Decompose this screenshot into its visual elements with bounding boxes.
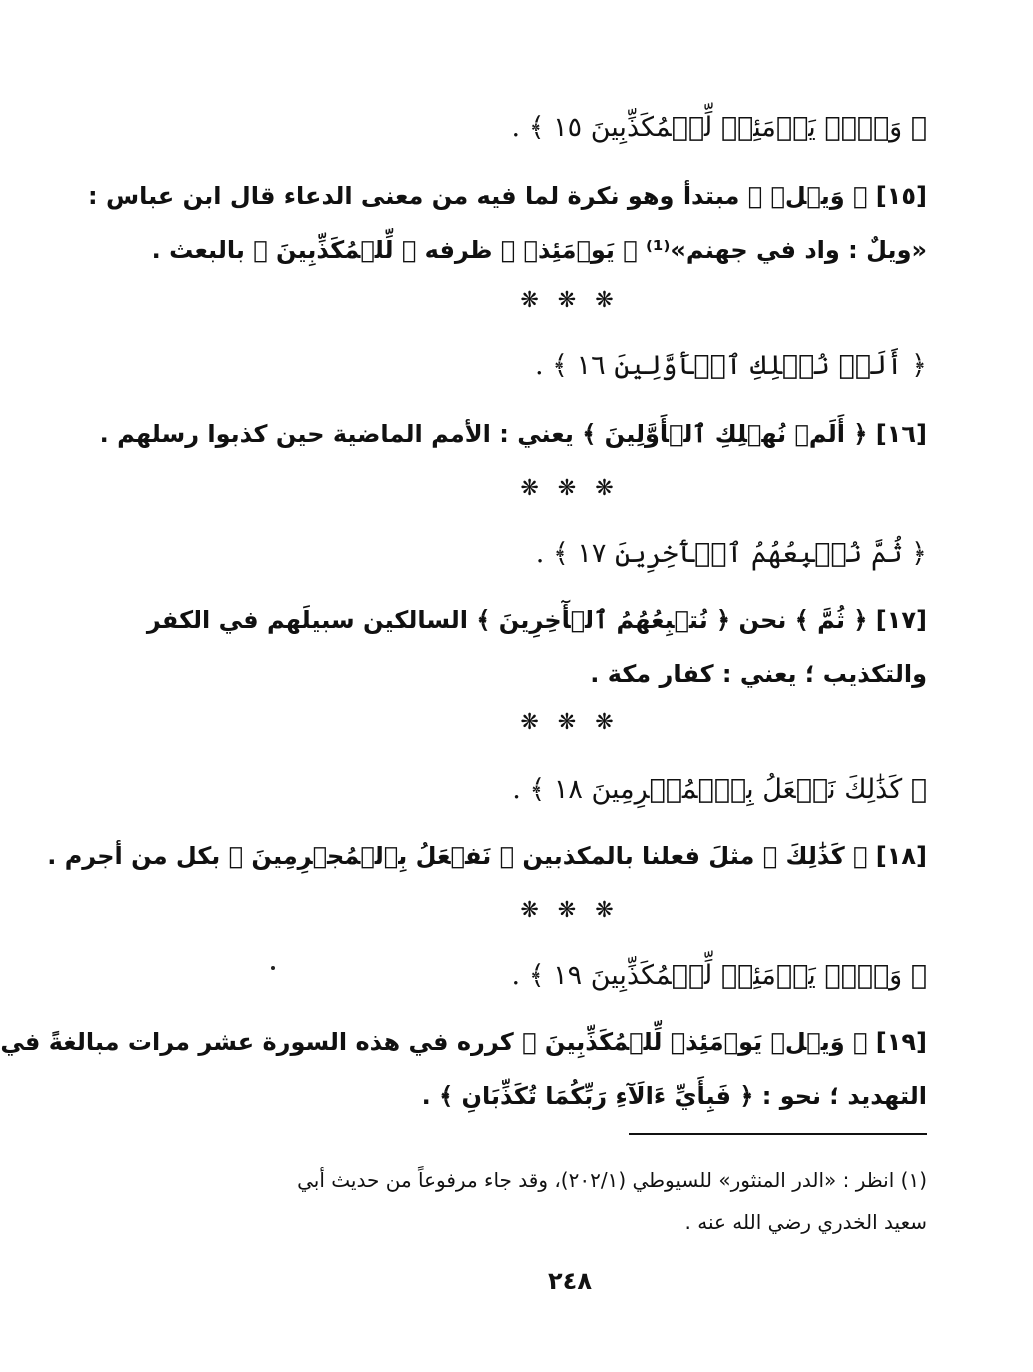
footnote-line-2: سعيد الخدري رضي الله عنه . bbox=[684, 1210, 927, 1234]
section-separator: ❋ ❋ ❋ bbox=[520, 288, 620, 313]
commentary-19-line-1: [١٩] ﴿ وَيۡلٞ يَوۡمَئِذٖ لِّلۡمُكَذِّبِينَ ﴾ كرره في هذه السورة عشر مرات مبالغةً في bbox=[0, 1028, 927, 1056]
footnote-line-1: (١) انظر : «الدر المنثور» للسيوطي (٢٠٢/١)، وقد جاء مرفوعاً من حديث أبي bbox=[297, 1168, 927, 1192]
commentary-18-line-1: [١٨] ﴿ كَذَٰلِكَ ﴾ مثلَ فعلنا بالمكذبين ﴿ نَفۡعَلُ بِٱلۡمُجۡرِمِينَ ﴾ بكل من أجرم . bbox=[47, 842, 927, 870]
commentary-19-line-2: التهديد ؛ نحو : ﴿ فَبِأَيِّ ءَالَآءِ رَبِّكُمَا تُكَذِّبَانِ ﴾ . bbox=[421, 1082, 927, 1110]
page-number: ٢٤٨ bbox=[548, 1267, 592, 1295]
footnote-divider bbox=[629, 1133, 927, 1135]
section-separator: ❋ ❋ ❋ bbox=[520, 476, 620, 501]
commentary-15-line-1: [١٥] ﴿ وَيۡلٞ ﴾ مبتدأ وهو نكرة لما فيه من معنى الدعاء قال ابن عباس : bbox=[88, 182, 927, 210]
verse-17: ﴿ ثُمَّ نُتۡبِعُهُمُ ٱلۡأٓخِرِينَ ١٧ ﴾ . bbox=[535, 538, 927, 569]
commentary-17-line-2: والتكذيب ؛ يعني : كفار مكة . bbox=[590, 660, 927, 688]
commentary-16-line-1: [١٦] ﴿ أَلَمۡ نُهۡلِكِ ٱلۡأَوَّلِينَ ﴾ يعني : الأمم الماضية حين كذبوا رسلهم . bbox=[99, 420, 927, 448]
verse-19: ﴿ وَيۡلٞ يَوۡمَئِذٖ لِّلۡمُكَذِّبِينَ ١٩ ﴾ . bbox=[511, 960, 927, 991]
verse-15: ﴿ وَيۡلٞ يَوۡمَئِذٖ لِّلۡمُكَذِّبِينَ ١٥ ﴾ . bbox=[511, 112, 927, 143]
verse-16: ﴿ أَلَمۡ نُهۡلِكِ ٱلۡأَوَّلِينَ ١٦ ﴾ . bbox=[535, 350, 927, 381]
commentary-15-line-2: «ويلٌ : واد في جهنم»⁽¹⁾ ﴿ يَوۡمَئِذٖ ﴾ ظرفه ﴿ لِّلۡمُكَذِّبِينَ ﴾ بالبعث . bbox=[151, 236, 927, 264]
ink-speck bbox=[271, 966, 275, 970]
verse-18: ﴿ كَذَٰلِكَ نَفۡعَلُ بِٱلۡمُجۡرِمِينَ ١٨ ﴾ . bbox=[512, 774, 927, 805]
commentary-17-line-1: [١٧] ﴿ ثُمَّ ﴾ نحن ﴿ نُتۡبِعُهُمُ ٱلۡأٓخِرِينَ ﴾ السالكين سبيلَهم في الكفر bbox=[146, 606, 927, 634]
section-separator: ❋ ❋ ❋ bbox=[520, 898, 620, 923]
section-separator: ❋ ❋ ❋ bbox=[520, 710, 620, 735]
